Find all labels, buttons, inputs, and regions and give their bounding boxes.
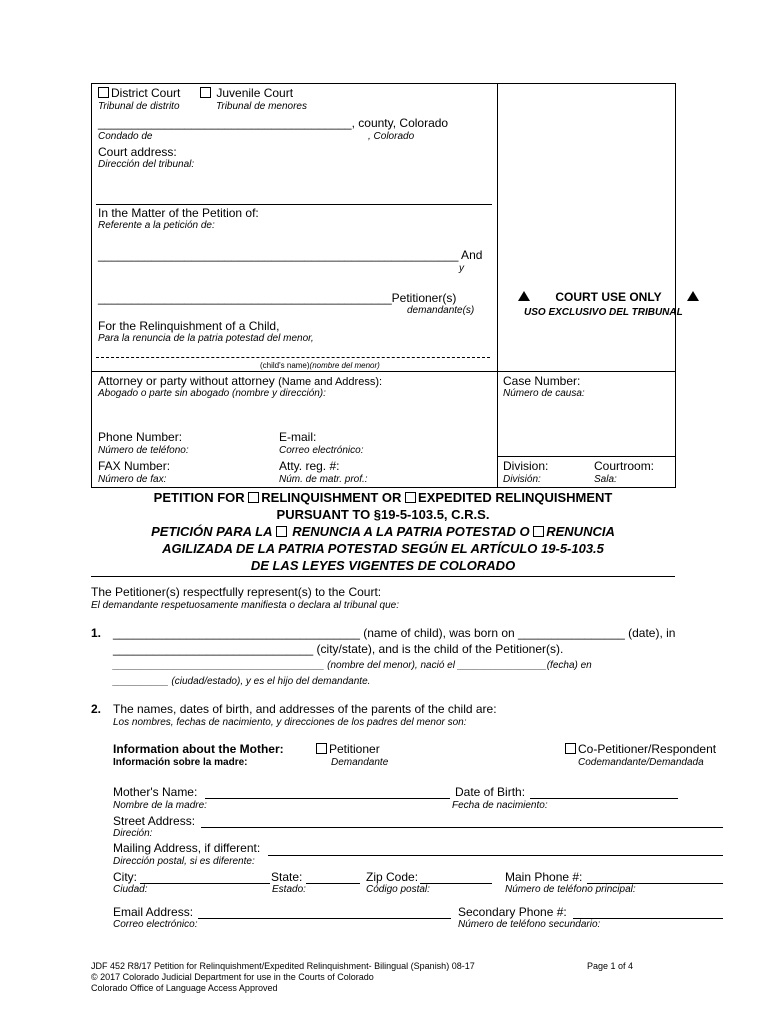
county-line[interactable]: ______________________________________, county, Colorado	[98, 116, 449, 130]
relinquishment-es: Para la renuncia de la patria potestad del menor,	[98, 333, 314, 344]
footer-approval: Colorado Office of Language Access Approved	[91, 983, 278, 993]
division-es: División:	[503, 474, 541, 485]
co-petitioner-option[interactable]: Co-Petitioner/Respondent	[565, 742, 716, 756]
footer-form-id: JDF 452 R8/17 Petition for Relinquishment/Expedited Relinquishment- Bilingual (Spanish) 08-17	[91, 961, 475, 971]
email-address-field[interactable]	[198, 918, 451, 919]
court-use-only-es: USO EXCLUSIVO DEL TRIBUNAL	[524, 307, 683, 318]
main-phone-label: Main Phone #:	[505, 870, 583, 884]
juvenile-court-checkbox[interactable]	[200, 87, 211, 98]
state-field[interactable]	[306, 883, 360, 884]
dob-es: Fecha de nacimiento:	[452, 800, 548, 811]
demandante-es: Demandante	[331, 757, 389, 768]
atty-reg-es: Núm. de matr. prof.:	[279, 474, 368, 485]
mailing-label: Mailing Address, if different:	[113, 841, 261, 855]
relinquishment-checkbox[interactable]	[248, 492, 259, 503]
item2-es: Los nombres, fechas de nacimiento, y direcciones de los padres del menor son:	[113, 717, 467, 728]
footer-copyright: © 2017 Colorado Judicial Department for use in the Courts of Colorado	[91, 972, 374, 982]
item1-line2[interactable]: ______________________________ (city/state), and is the child of the Petitioner(s).	[113, 642, 564, 656]
item1-line3: ______________________________________ (nombre del menor), nació el ________________(fecha) en	[113, 660, 592, 671]
division-label: Division:	[503, 459, 549, 473]
email-es: Correo electrónico:	[279, 445, 364, 456]
courtroom-es: Sala:	[594, 474, 617, 485]
page-number: Page 1 of 4	[587, 961, 634, 971]
item1-line4: __________ (ciudad/estado), y es el hijo del demandante.	[113, 676, 371, 687]
state-label: State:	[271, 870, 303, 884]
mothers-name-es: Nombre de la madre:	[113, 800, 207, 811]
attorney-label: Attorney or party without attorney (Name and Address):	[98, 374, 383, 388]
dob-field[interactable]	[530, 798, 678, 799]
triangle-up-icon	[687, 291, 699, 301]
renuncia-checkbox[interactable]	[276, 526, 287, 537]
mothers-name-field[interactable]	[205, 798, 450, 799]
y-label: y	[459, 263, 464, 274]
intro-es: El demandante respetuosamente manifiesta o declara al tribunal que:	[91, 600, 399, 611]
fax-label: FAX Number:	[98, 459, 171, 473]
email-address-label: Email Address:	[113, 905, 194, 919]
secondary-phone-es: Número de teléfono secundario:	[458, 919, 601, 930]
zip-label: Zip Code:	[366, 870, 419, 884]
caption-right-border	[675, 83, 676, 488]
title-line2: PURSUANT TO §19-5-103.5, C.R.S.	[276, 507, 490, 522]
co-petitioner-checkbox[interactable]	[565, 743, 576, 754]
city-field[interactable]	[140, 883, 270, 884]
title-bottom-border	[91, 576, 675, 577]
caption-top-border	[91, 83, 675, 84]
court-address-label: Court address:	[98, 145, 177, 159]
item1-line1[interactable]: _____________________________________ (name of child), was born on ________________ (date), in	[113, 626, 676, 640]
matter-of-es: Referente a la petición de:	[98, 220, 215, 231]
street-label: Street Address:	[113, 814, 196, 828]
juvenile-court-es: Tribunal de menores	[216, 101, 307, 112]
zip-field[interactable]	[420, 883, 492, 884]
case-number-es: Número de causa:	[503, 388, 585, 399]
secondary-phone-label: Secondary Phone #:	[458, 905, 567, 919]
caption-left-border	[91, 83, 92, 488]
renuncia-agilizada-checkbox[interactable]	[533, 526, 544, 537]
division-divider	[497, 456, 675, 457]
main-phone-es: Número de teléfono principal:	[505, 884, 636, 895]
petitioner2-line[interactable]: ____________________________________________Petitioner(s)	[98, 291, 457, 305]
district-court-option[interactable]: District Court	[98, 86, 180, 100]
court-address-es: Dirección del tribunal:	[98, 159, 195, 170]
matter-of-label: In the Matter of the Petition of:	[98, 206, 259, 220]
street-field[interactable]	[201, 827, 723, 828]
demandante-label: demandante(s)	[407, 305, 475, 316]
caption-divider	[497, 83, 498, 488]
title-line3: PETICIÓN PARA LA RENUNCIA A LA PATRIA POTESTAD O RENUNCIA	[151, 524, 615, 539]
atty-reg-label: Atty. reg. #:	[279, 459, 340, 473]
city-label: City:	[113, 870, 137, 884]
intro-text: The Petitioner(s) respectfully represent(s) to the Court:	[91, 585, 382, 599]
district-court-checkbox[interactable]	[98, 87, 109, 98]
email-label: E-mail:	[279, 430, 317, 444]
email-address-es: Correo electrónico:	[113, 919, 198, 930]
case-number-label: Case Number:	[503, 374, 581, 388]
caption-bottom-border	[91, 487, 675, 488]
childs-name-caption: (child's name)(nombre del menor)	[260, 361, 380, 370]
mailing-es: Dirección postal, si es diferente:	[113, 856, 255, 867]
juvenile-court-option[interactable]: Juvenile Court	[200, 86, 293, 100]
title-line1: PETITION FOR RELINQUISHMENT OR EXPEDITED RELINQUISHMENT	[153, 490, 613, 505]
district-court-es: Tribunal de distrito	[98, 101, 180, 112]
city-es: Ciudad:	[113, 884, 148, 895]
petitioner1-line[interactable]: ______________________________________________________ And	[98, 248, 483, 262]
mothers-name-label: Mother's Name:	[113, 785, 198, 799]
court-use-only: COURT USE ONLY	[518, 290, 699, 304]
item1-number: 1.	[91, 626, 102, 640]
mailing-field[interactable]	[268, 855, 723, 856]
co-petitioner-es: Codemandante/Demandada	[578, 757, 704, 768]
item2-text: The names, dates of birth, and addresses of the parents of the child are:	[113, 702, 497, 716]
street-es: Direción:	[113, 828, 153, 839]
title-line5: DE LAS LEYES VIGENTES DE COLORADO	[250, 558, 516, 573]
caption-mid-border	[91, 371, 675, 372]
petitioner-checkbox[interactable]	[316, 743, 327, 754]
attorney-es: Abogado o parte sin abogado (nombre y dirección):	[98, 388, 326, 399]
mother-info-es: Información sobre la madre:	[113, 757, 248, 768]
phone-label: Phone Number:	[98, 430, 183, 444]
court-address-line[interactable]	[96, 204, 492, 205]
child-name-line[interactable]	[96, 357, 490, 358]
zip-es: Código postal:	[366, 884, 430, 895]
courtroom-label: Courtroom:	[594, 459, 655, 473]
item2-number: 2.	[91, 702, 102, 716]
triangle-up-icon	[518, 291, 530, 301]
county-es: Condado de	[98, 131, 153, 142]
phone-es: Número de teléfono:	[98, 445, 189, 456]
dob-label: Date of Birth:	[455, 785, 526, 799]
colorado-es: , Colorado	[368, 131, 415, 142]
petitioner-option[interactable]: Petitioner	[316, 742, 380, 756]
mother-info-label: Information about the Mother:	[113, 742, 284, 756]
fax-es: Número de fax:	[98, 474, 167, 485]
title-line4: AGILIZADA DE LA PATRIA POTESTAD SEGÚN EL ARTÍCULO 19-5-103.5	[162, 541, 604, 556]
state-es: Estado:	[272, 884, 306, 895]
expedited-relinquishment-checkbox[interactable]	[405, 492, 416, 503]
relinquishment-label: For the Relinquishment of a Child,	[98, 319, 280, 333]
